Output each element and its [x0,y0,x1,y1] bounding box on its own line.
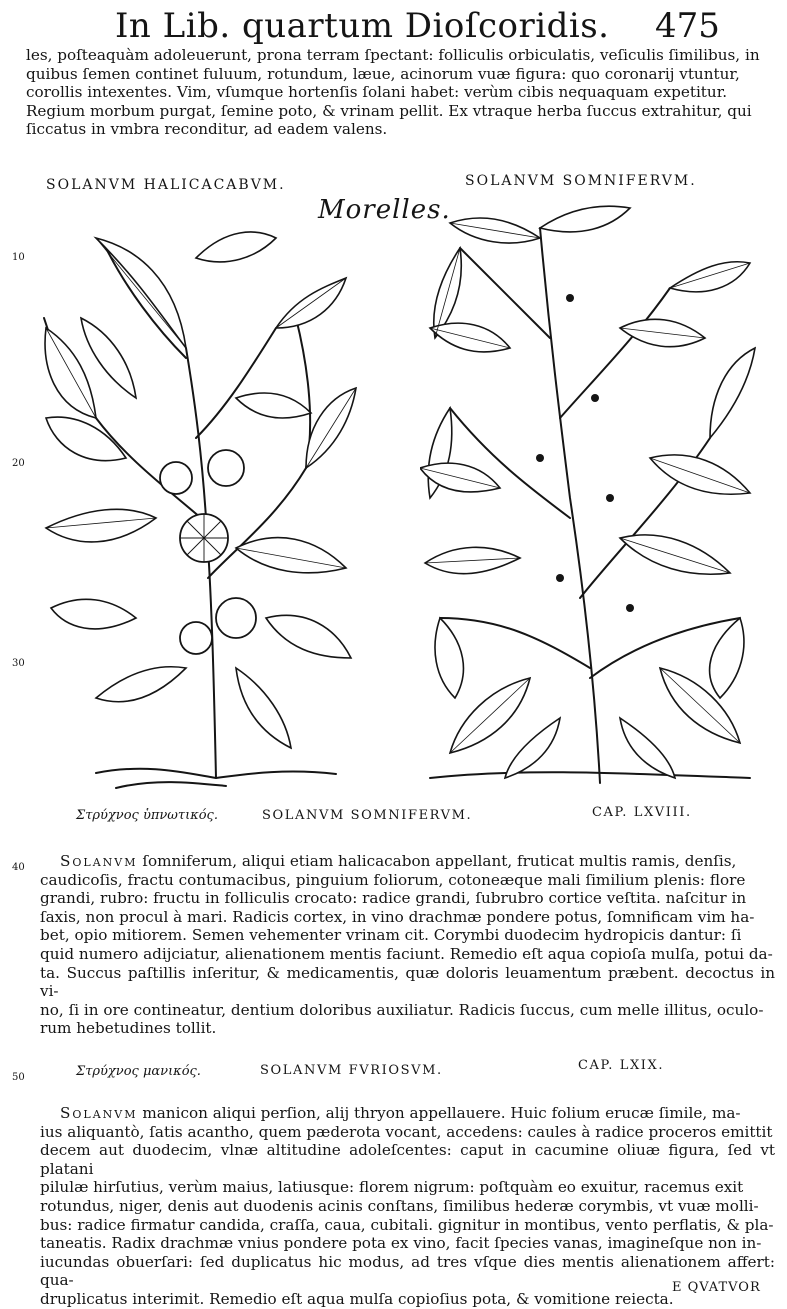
intro-paragraph [26,46,766,139]
chapter-68-text [40,852,775,1038]
margin-line-number: 50 [12,1072,25,1083]
text-line: bet, opio mitiorem. Semen vehementer vrinam cit. Corymbi duodecim hydropicis dantur: ſi [40,926,742,945]
chapter-69-lead-word: Solanvm [60,1104,138,1122]
chapter-69-title: SOLANVM FVRIOSVM. [260,1063,443,1078]
running-header [0,6,787,46]
chapter-68-number: CAP. LXVIII. [592,805,692,820]
intro-line: quibus ſemen continet fuluum, rotundum, læue, acinorum vuæ figura: quo coronarij vtuntur, [26,64,740,83]
page-number: 475 [655,6,720,46]
text-line: quid numero adijciatur, alienationem mentis faciunt. Remedio eſt aqua copioſa mulſa, potui da- [40,944,773,963]
solanum-somniferum-illustration [420,198,760,790]
chapter-68-title: SOLANVM SOMNIFERVM. [262,808,473,823]
margin-line-number: 30 [12,658,25,669]
chapter-68-greek-title: Στρύχνος ὑπνωτικός. [76,808,218,823]
text-line: decem aut duodecim, vlnæ altitudine adoleſcentes: caput in cacumine oliuæ figura, ſed vt platani [40,1141,775,1178]
text-line: ſaxis, non procul à mari. Radicis cortex, in vino drachmæ pondere potus, ſomnificam vim ha- [40,907,755,926]
running-title: In Lib. quartum Dioſcoridis. [115,6,610,46]
intro-line: les, poſteaquàm adoleuerunt, prona terram ſpectant: folliculis orbiculatis, veſiculis ſimilibus, in [26,46,760,64]
left-figure-label: SOLANVM HALICACABVM. [46,177,286,193]
text-line: Solanvm manicon aliqui perſion, alij thryon appellauere. Huic folium erucæ ſimile, ma- [60,1104,741,1122]
text-line: iucundas obuerſari: ſed duplicatus hic modus, ad tres vſque dies mentis alienationem affert: qua- [40,1252,775,1290]
chapter-69-text [40,1104,775,1309]
intro-line: ſiccatus in vmbra reconditur, ad eadem valens. [26,120,388,139]
chapter-69-number: CAP. LXIX. [578,1058,665,1073]
margin-line-number: 10 [12,252,25,263]
right-figure-label: SOLANVM SOMNIFERVM. [465,173,697,189]
text-line: Solanvm ſomniferum, aliqui etiam halicacabon appellant, fruticat multis ramis, denſis, [60,852,737,870]
margin-line-number: 40 [12,862,25,873]
handwritten-annotation: Morelles. [318,195,451,225]
chapter-69-greek-title: Στρύχνος μανικός. [76,1064,201,1079]
text-line: ta. Succus paſtillis inſeritur, & medicamentis, quæ doloris leuamentum præbent. decoctus in vi- [40,963,775,1001]
catchword: E QVATVOR [672,1280,761,1295]
solanum-halicacabum-illustration [36,218,366,796]
intro-line: Regium morbum purgat, ſemine poto, & vrinam pellit. Ex vtraque herba ſuccus extrahitur, qui [26,101,752,120]
text-line: taneatis. Radix drachmæ vnius pondere pota ex vino, facit ſpecies vanas, imagineſque non in- [40,1234,762,1253]
text-line: druplicatus interimit. Remedio eſt aqua mulſa copioſius pota, & vomitione reiecta. [40,1289,674,1308]
chapter-68-lead-word: Solanvm [60,852,138,870]
text-line: rotundus, niger, denis aut duodenis acinis conſtans, ſimilibus hederæ corymbis, vt vuæ molli- [40,1196,759,1215]
intro-line: corollis intexentes. Vim, vſumque hortenſis ſolani habet: verùm cibis nequaquam expetitur. [26,83,728,102]
text-line: caudicoſis, fractu contumacibus, pinguium foliorum, cotoneæque mali ſimilium plenis: flore [40,870,746,889]
margin-line-number: 20 [12,458,25,469]
text-line: ius aliquantò, ſatis acantho, quem pæderota vocant, accedens: caules à radice proceros emittit [40,1122,773,1141]
text-line: no, ſi in ore contineatur, dentium doloribus auxiliatur. Radicis ſuccus, cum melle illitus, oculo- [40,1000,764,1019]
text-line: rum hebetudines tollit. [40,1019,217,1038]
text-line: pilulæ hirſutius, verùm maius, latiusque: florem nigrum: poſtquàm eo exuitur, racemus exit [40,1178,744,1197]
text-line: grandi, rubro: fructu in folliculis crocato: radice grandi, ſubrubro cortice veſtita. naſcitur in [40,889,747,908]
text-line: bus: radice firmatur candida, craſſa, caua, cubitali. gignitur in montibus, vento perflatis, & pla- [40,1215,774,1234]
